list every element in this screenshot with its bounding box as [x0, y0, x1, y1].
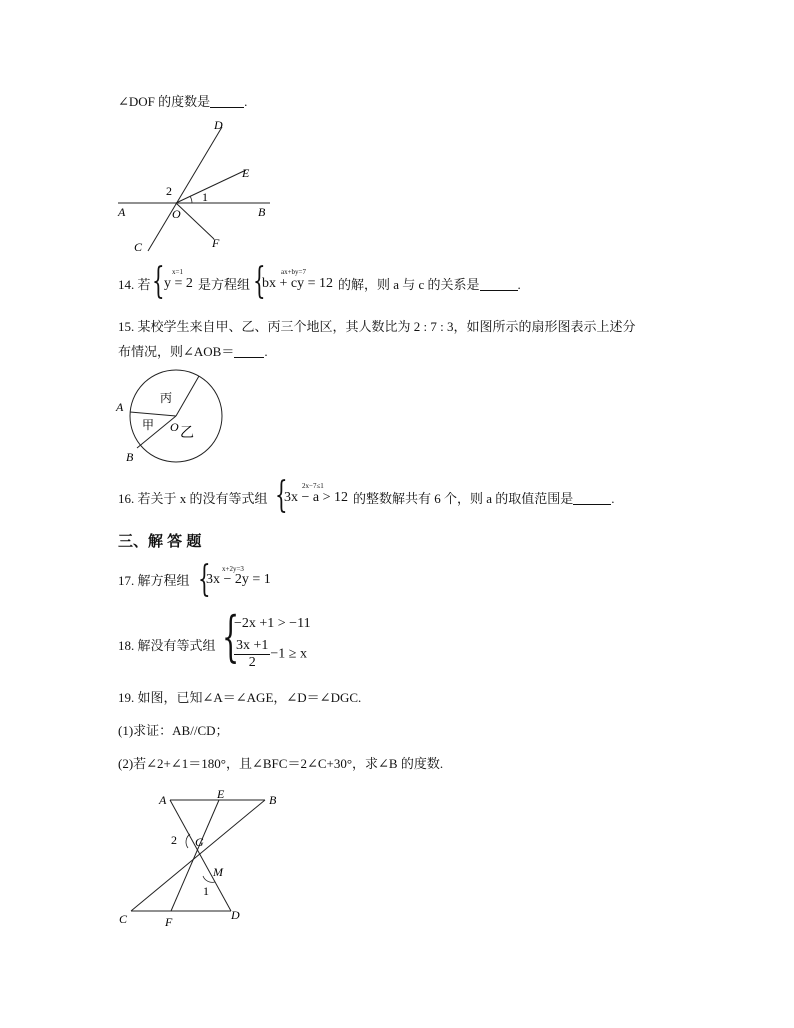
- q14-mid: 是方程组: [198, 277, 251, 292]
- label-g: G: [195, 835, 204, 849]
- label-d: D: [214, 118, 223, 132]
- label-o: O: [172, 207, 181, 221]
- answer-blank: [480, 277, 518, 291]
- label-b: B: [269, 793, 277, 807]
- figure-angles-dof: [110, 115, 280, 255]
- q16: [118, 490, 268, 508]
- q15-end: .: [264, 344, 268, 359]
- q17-system-main: 3x − 2y = 1: [206, 572, 271, 587]
- q18-line1: −2x +1 > −11: [234, 616, 311, 631]
- q17-text: 17. 解方程组: [118, 573, 190, 588]
- brace-icon: {: [152, 261, 165, 302]
- q19-part2: (2)若∠2+∠1＝180°，且∠BFC＝2∠C+30°，求∠B 的度数.: [118, 756, 444, 771]
- label-a: A: [159, 793, 167, 807]
- label-a: A: [118, 205, 126, 219]
- q16-number: 16.: [118, 491, 135, 506]
- q15-line1: 15. 某校学生来自甲、乙、丙三个地区，其人数比为 2 : 7 : 3，如图所示的扇形图表示上述分: [118, 319, 636, 334]
- q15-line2: 布情况，则∠AOB＝: [118, 344, 235, 359]
- label-jia: 甲: [142, 418, 155, 432]
- label-angle-2: 2: [171, 833, 177, 847]
- label-f: F: [212, 236, 220, 250]
- answer-blank: [573, 491, 611, 505]
- line-ad: [170, 800, 231, 911]
- answer-blank: [234, 344, 264, 358]
- q13-end: .: [244, 94, 248, 109]
- line-ef: [171, 800, 219, 911]
- label-a: A: [116, 400, 124, 414]
- q13-tail: [118, 93, 247, 111]
- line-bc: [131, 800, 265, 911]
- label-e: E: [217, 790, 225, 801]
- line-cd: [148, 127, 222, 251]
- q16-system-main: 3x − a > 12: [284, 490, 349, 505]
- answer-blank: [210, 94, 244, 108]
- label-f: F: [165, 915, 173, 929]
- figure-parallel-lines: [115, 790, 290, 935]
- brace-icon: {: [275, 475, 288, 516]
- brace-icon: {: [222, 605, 240, 668]
- label-b: B: [258, 205, 266, 219]
- q14-system-top: ax+by=7: [281, 268, 307, 276]
- q18-text: 18. 解没有等式组: [118, 638, 216, 653]
- ray-of: [176, 203, 214, 239]
- label-c: C: [119, 912, 128, 926]
- q16-post-wrap: [353, 490, 615, 508]
- q13-text: ∠DOF 的度数是: [118, 94, 211, 109]
- label-angle-2: 2: [166, 184, 172, 198]
- q17-system-top: x+2y=3: [222, 565, 244, 573]
- label-angle-1: 1: [202, 190, 208, 204]
- fraction-denominator: 2: [248, 655, 256, 670]
- figure-pie-chart: [112, 365, 232, 470]
- q16-end: .: [611, 491, 615, 506]
- label-c: C: [134, 240, 143, 254]
- fraction-numerator: 3x +1: [236, 638, 269, 653]
- q14-solution-main: y = 2: [164, 276, 193, 291]
- q18-rest: −1 ≥ x: [270, 646, 307, 662]
- q15-line2-wrap: [118, 343, 268, 361]
- q16-post: 的整数解共有 6 个，则 a 的取值范围是: [353, 491, 574, 506]
- label-d: D: [231, 908, 240, 922]
- angle-arc-1: [190, 196, 192, 203]
- section-heading: 三、解 答 题: [118, 533, 202, 550]
- q16-system-top: 2x−7≤1: [302, 482, 324, 490]
- brace-icon: {: [198, 559, 211, 600]
- radius-upper: [176, 376, 199, 416]
- q14-number: 14.: [118, 277, 135, 292]
- q18-line2: [234, 638, 307, 671]
- q14-solution-top: x=1: [172, 268, 183, 276]
- label-e: E: [242, 166, 250, 180]
- q19-part1: (1)求证：AB//CD；: [118, 723, 229, 738]
- label-b: B: [126, 450, 134, 464]
- q14: [118, 276, 151, 294]
- label-angle-1: 1: [203, 884, 209, 898]
- q16-pre: 若关于 x 的没有等式组: [137, 491, 268, 506]
- label-yi: 乙: [180, 426, 194, 441]
- q14-post: 的解，则 a 与 c 的关系是: [338, 277, 480, 292]
- q14-pre: 若: [137, 277, 151, 292]
- fraction: [234, 638, 270, 671]
- q14-system-main: bx + cy = 12: [262, 276, 334, 291]
- q14-end: .: [517, 277, 521, 292]
- label-m: M: [213, 865, 223, 879]
- q14-post-wrap: [338, 276, 521, 294]
- brace-icon: {: [253, 261, 266, 302]
- radius-oa: [130, 412, 176, 416]
- q19-line1: 19. 如图，已知∠A＝∠AGE，∠D＝∠DGC.: [118, 690, 362, 705]
- label-bing: 丙: [160, 391, 173, 405]
- label-o: O: [170, 420, 179, 434]
